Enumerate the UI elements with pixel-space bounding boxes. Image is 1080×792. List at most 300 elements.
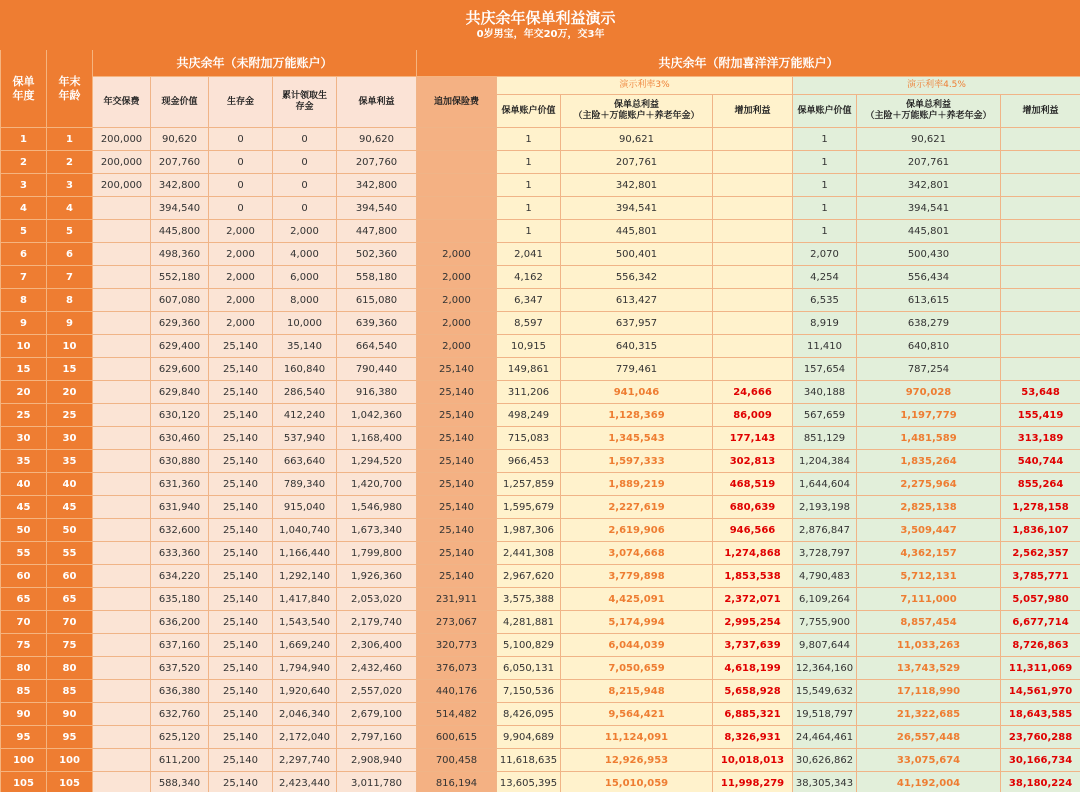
- cell-total-benefit-3pct: 2,619,906: [561, 519, 713, 542]
- cell-added-benefit-4-5pct: [1001, 197, 1080, 220]
- table-row: [1, 174, 1080, 197]
- cell-account-value-4-5pct: 567,659: [793, 404, 857, 427]
- cell-total-benefit-3pct: 779,461: [561, 358, 713, 381]
- cell-add-premium: [417, 220, 497, 243]
- cell-policy-benefit: 2,679,100: [337, 703, 417, 726]
- cell-cash-value: 630,460: [151, 427, 209, 450]
- group-header-with-account: 共庆余年（附加喜洋洋万能账户）: [417, 50, 1080, 77]
- cell-age: 6: [47, 243, 93, 266]
- cell-total-benefit-4-5pct: 41,192,004: [857, 772, 1001, 792]
- cell-added-benefit-3pct: 680,639: [713, 496, 793, 519]
- cell-add-premium: 273,067: [417, 611, 497, 634]
- cell-survival-benefit: 25,140: [209, 335, 273, 358]
- cell-added-benefit-4-5pct: 30,166,734: [1001, 749, 1080, 772]
- cell-add-premium: [417, 128, 497, 151]
- cell-cumulative-survival: 915,040: [273, 496, 337, 519]
- cell-added-benefit-4-5pct: [1001, 220, 1080, 243]
- cell-total-benefit-4-5pct: 13,743,529: [857, 657, 1001, 680]
- cell-cumulative-survival: 1,920,640: [273, 680, 337, 703]
- cell-cash-value: 611,200: [151, 749, 209, 772]
- cell-policy-benefit: 2,053,020: [337, 588, 417, 611]
- cell-policy-benefit: 394,540: [337, 197, 417, 220]
- cell-added-benefit-3pct: [713, 312, 793, 335]
- cell-added-benefit-4-5pct: 1,836,107: [1001, 519, 1080, 542]
- cell-policy-year: 30: [1, 427, 47, 450]
- cell-policy-year: 45: [1, 496, 47, 519]
- cell-annual-premium: [93, 473, 151, 496]
- cell-account-value-4-5pct: 11,410: [793, 335, 857, 358]
- cell-cash-value: 629,360: [151, 312, 209, 335]
- cell-total-benefit-4-5pct: 21,322,685: [857, 703, 1001, 726]
- cell-added-benefit-3pct: 86,009: [713, 404, 793, 427]
- cell-cumulative-survival: 2,423,440: [273, 772, 337, 792]
- cell-total-benefit-3pct: 2,227,619: [561, 496, 713, 519]
- cell-policy-benefit: 2,179,740: [337, 611, 417, 634]
- cell-account-value-3pct: 1: [497, 220, 561, 243]
- cell-policy-year: 10: [1, 335, 47, 358]
- cell-account-value-3pct: 498,249: [497, 404, 561, 427]
- cell-policy-year: 25: [1, 404, 47, 427]
- cell-cumulative-survival: 0: [273, 128, 337, 151]
- cell-cumulative-survival: 10,000: [273, 312, 337, 335]
- cell-added-benefit-4-5pct: 18,643,585: [1001, 703, 1080, 726]
- cell-policy-benefit: 2,432,460: [337, 657, 417, 680]
- table-row: [1, 496, 1080, 519]
- cell-total-benefit-4-5pct: 394,541: [857, 197, 1001, 220]
- table-row: [1, 151, 1080, 174]
- cell-account-value-3pct: 1: [497, 128, 561, 151]
- cell-total-benefit-4-5pct: 445,801: [857, 220, 1001, 243]
- cell-added-benefit-3pct: [713, 197, 793, 220]
- table-row: [1, 680, 1080, 703]
- cell-cash-value: 607,080: [151, 289, 209, 312]
- cell-cumulative-survival: 0: [273, 151, 337, 174]
- cell-add-premium: 2,000: [417, 243, 497, 266]
- cell-added-benefit-3pct: 11,998,279: [713, 772, 793, 792]
- cell-added-benefit-4-5pct: [1001, 128, 1080, 151]
- cell-added-benefit-4-5pct: 23,760,288: [1001, 726, 1080, 749]
- cell-cash-value: 207,760: [151, 151, 209, 174]
- cell-added-benefit-3pct: 946,566: [713, 519, 793, 542]
- cell-added-benefit-4-5pct: 1,278,158: [1001, 496, 1080, 519]
- cell-account-value-4-5pct: 38,305,343: [793, 772, 857, 792]
- cell-survival-benefit: 25,140: [209, 772, 273, 792]
- cell-account-value-3pct: 149,861: [497, 358, 561, 381]
- cell-cash-value: 631,940: [151, 496, 209, 519]
- page-subtitle: 0岁男宝，年交20万，交3年: [476, 29, 605, 40]
- cell-add-premium: 2,000: [417, 266, 497, 289]
- cell-policy-benefit: 2,797,160: [337, 726, 417, 749]
- cell-account-value-4-5pct: 19,518,797: [793, 703, 857, 726]
- cell-total-benefit-4-5pct: 1,835,264: [857, 450, 1001, 473]
- cell-account-value-3pct: 4,281,881: [497, 611, 561, 634]
- cell-added-benefit-3pct: [713, 243, 793, 266]
- cell-account-value-4-5pct: 2,876,847: [793, 519, 857, 542]
- cell-annual-premium: 200,000: [93, 128, 151, 151]
- header-policy-year: 保单年度: [1, 50, 47, 128]
- cell-added-benefit-4-5pct: 2,562,357: [1001, 542, 1080, 565]
- cell-account-value-4-5pct: 4,254: [793, 266, 857, 289]
- cell-cash-value: 636,200: [151, 611, 209, 634]
- cell-account-value-3pct: 10,915: [497, 335, 561, 358]
- cell-add-premium: 25,140: [417, 542, 497, 565]
- cell-total-benefit-4-5pct: 207,761: [857, 151, 1001, 174]
- cell-annual-premium: [93, 496, 151, 519]
- cell-age: 70: [47, 611, 93, 634]
- cell-total-benefit-3pct: 207,761: [561, 151, 713, 174]
- cell-added-benefit-3pct: 6,885,321: [713, 703, 793, 726]
- cell-annual-premium: [93, 634, 151, 657]
- cell-add-premium: 231,911: [417, 588, 497, 611]
- cell-total-benefit-3pct: 394,541: [561, 197, 713, 220]
- cell-total-benefit-4-5pct: 7,111,000: [857, 588, 1001, 611]
- cell-account-value-4-5pct: 30,626,862: [793, 749, 857, 772]
- cell-total-benefit-3pct: 637,957: [561, 312, 713, 335]
- table-row: [1, 588, 1080, 611]
- cell-added-benefit-4-5pct: 155,419: [1001, 404, 1080, 427]
- cell-cumulative-survival: 412,240: [273, 404, 337, 427]
- cell-cumulative-survival: 6,000: [273, 266, 337, 289]
- cell-policy-benefit: 1,042,360: [337, 404, 417, 427]
- cell-account-value-4-5pct: 7,755,900: [793, 611, 857, 634]
- cell-annual-premium: [93, 358, 151, 381]
- cell-total-benefit-4-5pct: 4,362,157: [857, 542, 1001, 565]
- header-cash-value: 现金价值: [151, 77, 209, 128]
- cell-cumulative-survival: 0: [273, 197, 337, 220]
- cell-account-value-3pct: 6,050,131: [497, 657, 561, 680]
- cell-policy-benefit: 502,360: [337, 243, 417, 266]
- cell-policy-year: 70: [1, 611, 47, 634]
- header-policy-benefit: 保单利益: [337, 77, 417, 128]
- cell-cumulative-survival: 35,140: [273, 335, 337, 358]
- cell-survival-benefit: 2,000: [209, 312, 273, 335]
- cell-added-benefit-4-5pct: 855,264: [1001, 473, 1080, 496]
- cell-added-benefit-3pct: 8,326,931: [713, 726, 793, 749]
- cell-total-benefit-3pct: 3,074,668: [561, 542, 713, 565]
- cell-annual-premium: [93, 680, 151, 703]
- cell-age: 4: [47, 197, 93, 220]
- cell-account-value-3pct: 6,347: [497, 289, 561, 312]
- cell-age: 45: [47, 496, 93, 519]
- cell-account-value-3pct: 1: [497, 197, 561, 220]
- cell-added-benefit-3pct: [713, 151, 793, 174]
- cell-policy-benefit: 1,926,360: [337, 565, 417, 588]
- cell-account-value-3pct: 311,206: [497, 381, 561, 404]
- cell-account-value-3pct: 1,595,679: [497, 496, 561, 519]
- cell-survival-benefit: 25,140: [209, 680, 273, 703]
- cell-total-benefit-3pct: 15,010,059: [561, 772, 713, 792]
- cell-added-benefit-3pct: [713, 335, 793, 358]
- cell-cash-value: 629,600: [151, 358, 209, 381]
- cell-age: 3: [47, 174, 93, 197]
- cell-cash-value: 625,120: [151, 726, 209, 749]
- cell-policy-year: 7: [1, 266, 47, 289]
- cell-policy-year: 35: [1, 450, 47, 473]
- cell-total-benefit-3pct: 1,597,333: [561, 450, 713, 473]
- cell-added-benefit-3pct: 302,813: [713, 450, 793, 473]
- cell-age: 10: [47, 335, 93, 358]
- cell-add-premium: 25,140: [417, 496, 497, 519]
- cell-policy-year: 60: [1, 565, 47, 588]
- cell-policy-benefit: 790,440: [337, 358, 417, 381]
- cell-policy-benefit: 615,080: [337, 289, 417, 312]
- table-row: [1, 128, 1080, 151]
- header-total-benefit-4-5pct: 保单总利益 （主险＋万能账户＋养老年金）: [857, 95, 1001, 128]
- cell-added-benefit-3pct: [713, 220, 793, 243]
- cell-added-benefit-4-5pct: [1001, 151, 1080, 174]
- cell-added-benefit-4-5pct: 3,785,771: [1001, 565, 1080, 588]
- cell-survival-benefit: 0: [209, 174, 273, 197]
- cell-account-value-3pct: 1: [497, 174, 561, 197]
- cell-total-benefit-4-5pct: 970,028: [857, 381, 1001, 404]
- cell-total-benefit-4-5pct: 613,615: [857, 289, 1001, 312]
- table-row: [1, 197, 1080, 220]
- cell-cash-value: 632,760: [151, 703, 209, 726]
- cell-policy-year: 40: [1, 473, 47, 496]
- cell-policy-benefit: 207,760: [337, 151, 417, 174]
- cell-cumulative-survival: 663,640: [273, 450, 337, 473]
- cell-account-value-4-5pct: 340,188: [793, 381, 857, 404]
- cell-survival-benefit: 2,000: [209, 266, 273, 289]
- cell-cash-value: 342,800: [151, 174, 209, 197]
- table-row: [1, 726, 1080, 749]
- cell-total-benefit-3pct: 445,801: [561, 220, 713, 243]
- group-header-without-account: 共庆余年（未附加万能账户）: [93, 50, 417, 77]
- cell-annual-premium: [93, 381, 151, 404]
- table-row: [1, 335, 1080, 358]
- cell-cumulative-survival: 1,417,840: [273, 588, 337, 611]
- cell-account-value-4-5pct: 4,790,483: [793, 565, 857, 588]
- table-row: [1, 473, 1080, 496]
- cell-add-premium: 440,176: [417, 680, 497, 703]
- cell-account-value-4-5pct: 1: [793, 220, 857, 243]
- cell-policy-benefit: 90,620: [337, 128, 417, 151]
- cell-account-value-3pct: 7,150,536: [497, 680, 561, 703]
- cell-survival-benefit: 25,140: [209, 542, 273, 565]
- cell-age: 30: [47, 427, 93, 450]
- cell-account-value-4-5pct: 1,644,604: [793, 473, 857, 496]
- cell-age: 95: [47, 726, 93, 749]
- cell-add-premium: 600,615: [417, 726, 497, 749]
- cell-survival-benefit: 25,140: [209, 588, 273, 611]
- cell-policy-year: 20: [1, 381, 47, 404]
- cell-age: 55: [47, 542, 93, 565]
- cell-added-benefit-3pct: [713, 358, 793, 381]
- cell-total-benefit-3pct: 613,427: [561, 289, 713, 312]
- cell-account-value-3pct: 4,162: [497, 266, 561, 289]
- cell-survival-benefit: 25,140: [209, 634, 273, 657]
- title-banner: [1, 1, 1080, 50]
- cell-cumulative-survival: 1,040,740: [273, 519, 337, 542]
- cell-added-benefit-3pct: [713, 266, 793, 289]
- cell-age: 5: [47, 220, 93, 243]
- cell-policy-year: 3: [1, 174, 47, 197]
- cell-total-benefit-4-5pct: 26,557,448: [857, 726, 1001, 749]
- cell-add-premium: 25,140: [417, 381, 497, 404]
- table-row: [1, 749, 1080, 772]
- cell-account-value-4-5pct: 9,807,644: [793, 634, 857, 657]
- cell-survival-benefit: 25,140: [209, 611, 273, 634]
- cell-account-value-3pct: 8,597: [497, 312, 561, 335]
- cell-account-value-3pct: 2,967,620: [497, 565, 561, 588]
- cell-account-value-4-5pct: 2,070: [793, 243, 857, 266]
- cell-account-value-4-5pct: 24,464,461: [793, 726, 857, 749]
- cell-added-benefit-3pct: 1,853,538: [713, 565, 793, 588]
- cell-cumulative-survival: 1,292,140: [273, 565, 337, 588]
- cell-added-benefit-4-5pct: 5,057,980: [1001, 588, 1080, 611]
- cell-survival-benefit: 25,140: [209, 381, 273, 404]
- header-added-benefit-4-5pct: 增加利益: [1001, 95, 1080, 128]
- cell-added-benefit-3pct: 2,995,254: [713, 611, 793, 634]
- cell-age: 75: [47, 634, 93, 657]
- cell-account-value-4-5pct: 8,919: [793, 312, 857, 335]
- cell-annual-premium: [93, 588, 151, 611]
- cell-annual-premium: [93, 749, 151, 772]
- cell-cumulative-survival: 2,046,340: [273, 703, 337, 726]
- cell-policy-year: 80: [1, 657, 47, 680]
- table-row: [1, 565, 1080, 588]
- cell-total-benefit-4-5pct: 1,197,779: [857, 404, 1001, 427]
- cell-cash-value: 636,380: [151, 680, 209, 703]
- cell-annual-premium: [93, 266, 151, 289]
- cell-added-benefit-3pct: 3,737,639: [713, 634, 793, 657]
- cell-account-value-4-5pct: 1: [793, 174, 857, 197]
- cell-account-value-4-5pct: 15,549,632: [793, 680, 857, 703]
- cell-annual-premium: [93, 565, 151, 588]
- table-row: [1, 611, 1080, 634]
- cell-account-value-3pct: 2,041: [497, 243, 561, 266]
- cell-annual-premium: [93, 243, 151, 266]
- cell-account-value-3pct: 5,100,829: [497, 634, 561, 657]
- cell-age: 100: [47, 749, 93, 772]
- cell-add-premium: 700,458: [417, 749, 497, 772]
- cell-policy-benefit: 664,540: [337, 335, 417, 358]
- cell-cumulative-survival: 4,000: [273, 243, 337, 266]
- cell-total-benefit-4-5pct: 2,275,964: [857, 473, 1001, 496]
- cell-policy-benefit: 1,168,400: [337, 427, 417, 450]
- cell-added-benefit-3pct: 177,143: [713, 427, 793, 450]
- header-age: 年末年龄: [47, 50, 93, 128]
- cell-age: 2: [47, 151, 93, 174]
- cell-cumulative-survival: 160,840: [273, 358, 337, 381]
- cell-account-value-3pct: 9,904,689: [497, 726, 561, 749]
- cell-policy-benefit: 1,294,520: [337, 450, 417, 473]
- cell-added-benefit-4-5pct: [1001, 266, 1080, 289]
- cell-account-value-3pct: 2,441,308: [497, 542, 561, 565]
- cell-cash-value: 630,120: [151, 404, 209, 427]
- cell-annual-premium: 200,000: [93, 174, 151, 197]
- cell-policy-year: 65: [1, 588, 47, 611]
- cell-total-benefit-4-5pct: 17,118,990: [857, 680, 1001, 703]
- cell-added-benefit-4-5pct: [1001, 335, 1080, 358]
- cell-policy-year: 100: [1, 749, 47, 772]
- cell-total-benefit-3pct: 7,050,659: [561, 657, 713, 680]
- cell-survival-benefit: 0: [209, 151, 273, 174]
- cell-cumulative-survival: 1,794,940: [273, 657, 337, 680]
- cell-account-value-3pct: 8,426,095: [497, 703, 561, 726]
- cell-policy-year: 85: [1, 680, 47, 703]
- cell-add-premium: 816,194: [417, 772, 497, 792]
- cell-added-benefit-4-5pct: 313,189: [1001, 427, 1080, 450]
- cell-added-benefit-3pct: [713, 174, 793, 197]
- cell-policy-benefit: 3,011,780: [337, 772, 417, 792]
- cell-cash-value: 637,160: [151, 634, 209, 657]
- cell-policy-benefit: 1,420,700: [337, 473, 417, 496]
- cell-account-value-4-5pct: 1: [793, 197, 857, 220]
- cell-add-premium: 25,140: [417, 565, 497, 588]
- cell-total-benefit-3pct: 1,128,369: [561, 404, 713, 427]
- cell-added-benefit-4-5pct: [1001, 312, 1080, 335]
- cell-total-benefit-3pct: 12,926,953: [561, 749, 713, 772]
- cell-account-value-3pct: 1,257,859: [497, 473, 561, 496]
- cell-policy-year: 50: [1, 519, 47, 542]
- cell-policy-benefit: 447,800: [337, 220, 417, 243]
- cell-account-value-4-5pct: 1: [793, 128, 857, 151]
- table-row: [1, 634, 1080, 657]
- cell-total-benefit-4-5pct: 11,033,263: [857, 634, 1001, 657]
- cell-annual-premium: [93, 542, 151, 565]
- cell-cash-value: 498,360: [151, 243, 209, 266]
- cell-policy-benefit: 2,557,020: [337, 680, 417, 703]
- cell-add-premium: 25,140: [417, 358, 497, 381]
- cell-added-benefit-3pct: [713, 289, 793, 312]
- cell-cash-value: 394,540: [151, 197, 209, 220]
- cell-annual-premium: [93, 519, 151, 542]
- cell-cash-value: 588,340: [151, 772, 209, 792]
- cell-age: 40: [47, 473, 93, 496]
- cell-cumulative-survival: 1,543,540: [273, 611, 337, 634]
- cell-annual-premium: 200,000: [93, 151, 151, 174]
- cell-policy-benefit: 558,180: [337, 266, 417, 289]
- cell-cumulative-survival: 286,540: [273, 381, 337, 404]
- cell-added-benefit-4-5pct: 38,180,224: [1001, 772, 1080, 792]
- cell-age: 50: [47, 519, 93, 542]
- cell-annual-premium: [93, 611, 151, 634]
- cell-add-premium: 25,140: [417, 473, 497, 496]
- table-row: [1, 312, 1080, 335]
- cell-account-value-3pct: 715,083: [497, 427, 561, 450]
- cell-survival-benefit: 25,140: [209, 726, 273, 749]
- cell-cumulative-survival: 2,172,040: [273, 726, 337, 749]
- cell-account-value-4-5pct: 6,109,264: [793, 588, 857, 611]
- cell-total-benefit-4-5pct: 2,825,138: [857, 496, 1001, 519]
- cell-total-benefit-4-5pct: 90,621: [857, 128, 1001, 151]
- cell-cash-value: 445,800: [151, 220, 209, 243]
- table-row: [1, 772, 1080, 792]
- cell-cash-value: 633,360: [151, 542, 209, 565]
- cell-add-premium: [417, 174, 497, 197]
- cell-policy-year: 1: [1, 128, 47, 151]
- cell-add-premium: 2,000: [417, 335, 497, 358]
- cell-survival-benefit: 25,140: [209, 519, 273, 542]
- header-survival-benefit: 生存金: [209, 77, 273, 128]
- cell-total-benefit-4-5pct: 3,509,447: [857, 519, 1001, 542]
- cell-policy-year: 9: [1, 312, 47, 335]
- cell-cumulative-survival: 8,000: [273, 289, 337, 312]
- table-row: [1, 542, 1080, 565]
- cell-account-value-4-5pct: 851,129: [793, 427, 857, 450]
- table-row: [1, 266, 1080, 289]
- cell-age: 60: [47, 565, 93, 588]
- cell-cash-value: 632,600: [151, 519, 209, 542]
- table-row: [1, 358, 1080, 381]
- table-row: [1, 404, 1080, 427]
- cell-annual-premium: [93, 220, 151, 243]
- table-row: [1, 381, 1080, 404]
- cell-cash-value: 631,360: [151, 473, 209, 496]
- cell-total-benefit-4-5pct: 342,801: [857, 174, 1001, 197]
- cell-survival-benefit: 2,000: [209, 220, 273, 243]
